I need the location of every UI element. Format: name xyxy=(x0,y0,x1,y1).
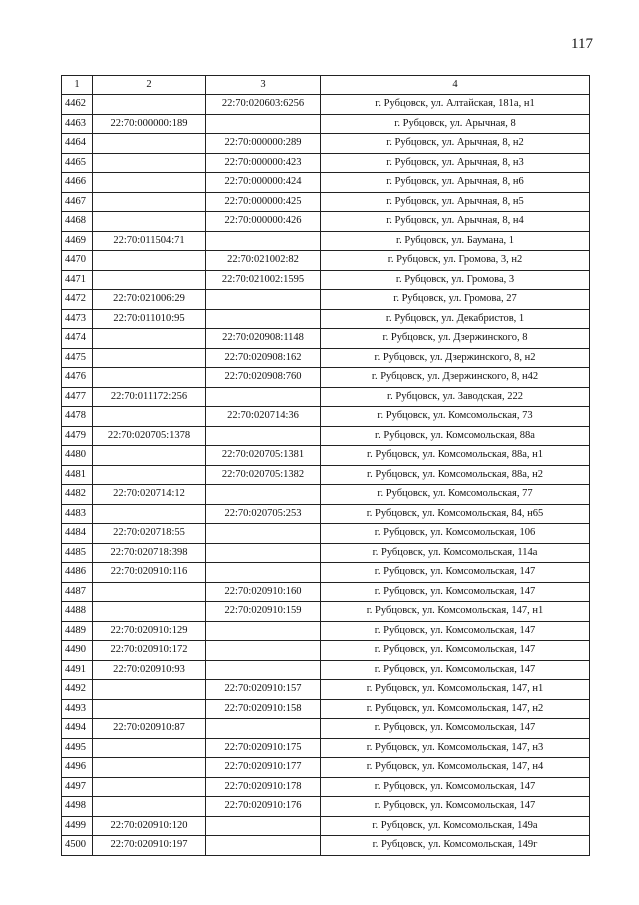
address-cell: г. Рубцовск, ул. Комсомольская, 88а xyxy=(321,426,590,446)
row-number-cell: 4496 xyxy=(62,758,93,778)
cadastral-number-object-cell: 22:70:021002:82 xyxy=(206,251,321,271)
cadastral-number-land-cell xyxy=(93,251,206,271)
cadastral-number-object-cell xyxy=(206,309,321,329)
row-number-cell: 4486 xyxy=(62,563,93,583)
cadastral-number-object-cell xyxy=(206,816,321,836)
cadastral-number-land-cell: 22:70:020910:172 xyxy=(93,641,206,661)
cadastral-number-object-cell xyxy=(206,426,321,446)
address-cell: г. Рубцовск, ул. Баумана, 1 xyxy=(321,231,590,251)
cadastral-number-land-cell xyxy=(93,212,206,232)
row-number-cell: 4493 xyxy=(62,699,93,719)
address-cell: г. Рубцовск, ул. Комсомольская, 73 xyxy=(321,407,590,427)
cadastral-number-land-cell: 22:70:020910:120 xyxy=(93,816,206,836)
table-row xyxy=(62,290,590,310)
table-row xyxy=(62,368,590,388)
address-cell: г. Рубцовск, ул. Громова, 27 xyxy=(321,290,590,310)
cadastral-number-land-cell xyxy=(93,465,206,485)
cadastral-number-object-cell xyxy=(206,660,321,680)
address-cell: г. Рубцовск, ул. Комсомольская, 149а xyxy=(321,816,590,836)
table-row xyxy=(62,582,590,602)
cadastral-number-object-cell xyxy=(206,621,321,641)
cadastral-number-object-cell xyxy=(206,719,321,739)
table-row xyxy=(62,134,590,154)
table-row xyxy=(62,95,590,115)
address-cell: г. Рубцовск, ул. Арычная, 8, н3 xyxy=(321,153,590,173)
row-number-cell: 4500 xyxy=(62,836,93,856)
cadastral-number-object-cell xyxy=(206,290,321,310)
cadastral-number-land-cell: 22:70:020718:55 xyxy=(93,524,206,544)
row-number-cell: 4481 xyxy=(62,465,93,485)
address-cell: г. Рубцовск, ул. Комсомольская, 114а xyxy=(321,543,590,563)
address-cell: г. Рубцовск, ул. Комсомольская, 149г xyxy=(321,836,590,856)
table-row xyxy=(62,504,590,524)
cadastral-number-land-cell xyxy=(93,446,206,466)
header-col-1: 1 xyxy=(62,76,93,95)
address-cell: г. Рубцовск, ул. Комсомольская, 147 xyxy=(321,641,590,661)
address-cell: г. Рубцовск, ул. Декабристов, 1 xyxy=(321,309,590,329)
cadastral-number-object-cell: 22:70:000000:289 xyxy=(206,134,321,154)
table-row xyxy=(62,777,590,797)
cadastral-number-land-cell xyxy=(93,680,206,700)
table-row xyxy=(62,602,590,622)
table-row xyxy=(62,212,590,232)
address-cell: г. Рубцовск, ул. Комсомольская, 147 xyxy=(321,660,590,680)
cadastral-number-land-cell: 22:70:020910:129 xyxy=(93,621,206,641)
cadastral-number-land-cell xyxy=(93,192,206,212)
cadastral-number-land-cell xyxy=(93,329,206,349)
cadastral-number-object-cell: 22:70:020910:158 xyxy=(206,699,321,719)
row-number-cell: 4499 xyxy=(62,816,93,836)
address-cell: г. Рубцовск, ул. Громова, 3 xyxy=(321,270,590,290)
address-cell: г. Рубцовск, ул. Комсомольская, 147, н1 xyxy=(321,602,590,622)
cadastral-number-land-cell xyxy=(93,134,206,154)
row-number-cell: 4469 xyxy=(62,231,93,251)
row-number-cell: 4480 xyxy=(62,446,93,466)
cadastral-number-object-cell: 22:70:000000:425 xyxy=(206,192,321,212)
row-number-cell: 4466 xyxy=(62,173,93,193)
cadastral-number-land-cell xyxy=(93,797,206,817)
cadastral-number-object-cell: 22:70:020705:1382 xyxy=(206,465,321,485)
cadastral-number-object-cell: 22:70:020908:162 xyxy=(206,348,321,368)
table-row xyxy=(62,563,590,583)
table-row xyxy=(62,465,590,485)
cadastral-number-object-cell: 22:70:020910:175 xyxy=(206,738,321,758)
address-cell: г. Рубцовск, ул. Комсомольская, 88а, н2 xyxy=(321,465,590,485)
table-row xyxy=(62,251,590,271)
table-row xyxy=(62,758,590,778)
cadastral-number-land-cell: 22:70:011172:256 xyxy=(93,387,206,407)
table-row xyxy=(62,485,590,505)
cadastral-number-object-cell: 22:70:020910:177 xyxy=(206,758,321,778)
cadastral-number-object-cell: 22:70:020910:178 xyxy=(206,777,321,797)
row-number-cell: 4490 xyxy=(62,641,93,661)
row-number-cell: 4492 xyxy=(62,680,93,700)
cadastral-number-land-cell xyxy=(93,699,206,719)
row-number-cell: 4477 xyxy=(62,387,93,407)
row-number-cell: 4498 xyxy=(62,797,93,817)
address-cell: г. Рубцовск, ул. Комсомольская, 147 xyxy=(321,719,590,739)
cadastral-number-object-cell: 22:70:020908:1148 xyxy=(206,329,321,349)
table-row xyxy=(62,680,590,700)
cadastral-number-land-cell: 22:70:020910:116 xyxy=(93,563,206,583)
cadastral-number-land-cell: 22:70:011010:95 xyxy=(93,309,206,329)
table-row xyxy=(62,836,590,856)
row-number-cell: 4482 xyxy=(62,485,93,505)
address-cell: г. Рубцовск, ул. Комсомольская, 106 xyxy=(321,524,590,544)
table-row xyxy=(62,270,590,290)
address-cell: г. Рубцовск, ул. Дзержинского, 8 xyxy=(321,329,590,349)
row-number-cell: 4475 xyxy=(62,348,93,368)
cadastral-number-object-cell: 22:70:020714:36 xyxy=(206,407,321,427)
row-number-cell: 4473 xyxy=(62,309,93,329)
address-cell: г. Рубцовск, ул. Арычная, 8, н4 xyxy=(321,212,590,232)
cadastral-number-land-cell xyxy=(93,504,206,524)
cadastral-number-land-cell: 22:70:000000:189 xyxy=(93,114,206,134)
cadastral-number-land-cell: 22:70:021006:29 xyxy=(93,290,206,310)
header-col-4: 4 xyxy=(321,76,590,95)
cadastral-number-object-cell: 22:70:000000:426 xyxy=(206,212,321,232)
row-number-cell: 4476 xyxy=(62,368,93,388)
cadastral-number-land-cell: 22:70:020910:197 xyxy=(93,836,206,856)
cadastral-number-object-cell xyxy=(206,114,321,134)
row-number-cell: 4468 xyxy=(62,212,93,232)
table-row xyxy=(62,348,590,368)
address-cell: г. Рубцовск, ул. Комсомольская, 88а, н1 xyxy=(321,446,590,466)
cadastral-number-object-cell xyxy=(206,231,321,251)
table-row xyxy=(62,621,590,641)
address-cell: г. Рубцовск, ул. Арычная, 8, н2 xyxy=(321,134,590,154)
row-number-cell: 4462 xyxy=(62,95,93,115)
address-cell: г. Рубцовск, ул. Арычная, 8, н5 xyxy=(321,192,590,212)
address-cell: г. Рубцовск, ул. Комсомольская, 77 xyxy=(321,485,590,505)
address-cell: г. Рубцовск, ул. Комсомольская, 147, н1 xyxy=(321,680,590,700)
row-number-cell: 4488 xyxy=(62,602,93,622)
cadastral-number-land-cell xyxy=(93,173,206,193)
cadastral-number-object-cell: 22:70:020908:760 xyxy=(206,368,321,388)
table-row xyxy=(62,524,590,544)
cadastral-number-land-cell xyxy=(93,368,206,388)
table-row xyxy=(62,426,590,446)
address-cell: г. Рубцовск, ул. Комсомольская, 147 xyxy=(321,777,590,797)
cadastral-number-land-cell xyxy=(93,582,206,602)
cadastral-number-land-cell xyxy=(93,270,206,290)
table-row xyxy=(62,699,590,719)
header-col-2: 2 xyxy=(93,76,206,95)
cadastral-number-object-cell: 22:70:020910:157 xyxy=(206,680,321,700)
cadastral-number-land-cell: 22:70:020714:12 xyxy=(93,485,206,505)
cadastral-number-object-cell: 22:70:021002:1595 xyxy=(206,270,321,290)
cadastral-number-land-cell: 22:70:011504:71 xyxy=(93,231,206,251)
cadastral-number-land-cell xyxy=(93,738,206,758)
cadastral-number-object-cell xyxy=(206,387,321,407)
row-number-cell: 4494 xyxy=(62,719,93,739)
cadastral-number-object-cell: 22:70:020910:159 xyxy=(206,602,321,622)
table-row xyxy=(62,446,590,466)
address-cell: г. Рубцовск, ул. Комсомольская, 147 xyxy=(321,797,590,817)
table-row xyxy=(62,407,590,427)
cadastral-number-object-cell xyxy=(206,543,321,563)
address-cell: г. Рубцовск, ул. Комсомольская, 147, н2 xyxy=(321,699,590,719)
table-row xyxy=(62,543,590,563)
address-cell: г. Рубцовск, ул. Алтайская, 181а, н1 xyxy=(321,95,590,115)
address-cell: г. Рубцовск, ул. Комсомольская, 147 xyxy=(321,621,590,641)
table-row xyxy=(62,173,590,193)
address-cell: г. Рубцовск, ул. Комсомольская, 84, н65 xyxy=(321,504,590,524)
cadastral-number-land-cell xyxy=(93,407,206,427)
cadastral-number-object-cell: 22:70:020910:176 xyxy=(206,797,321,817)
row-number-cell: 4478 xyxy=(62,407,93,427)
address-cell: г. Рубцовск, ул. Громова, 3, н2 xyxy=(321,251,590,271)
table-row xyxy=(62,231,590,251)
cadastral-number-object-cell xyxy=(206,563,321,583)
row-number-cell: 4485 xyxy=(62,543,93,563)
table-row xyxy=(62,641,590,661)
cadastral-number-land-cell: 22:70:020705:1378 xyxy=(93,426,206,446)
row-number-cell: 4479 xyxy=(62,426,93,446)
table-row xyxy=(62,329,590,349)
header-row xyxy=(62,76,590,95)
cadastral-number-object-cell: 22:70:000000:423 xyxy=(206,153,321,173)
row-number-cell: 4470 xyxy=(62,251,93,271)
cadastral-number-land-cell: 22:70:020910:87 xyxy=(93,719,206,739)
table-row xyxy=(62,816,590,836)
address-cell: г. Рубцовск, ул. Комсомольская, 147 xyxy=(321,582,590,602)
cadastral-number-land-cell xyxy=(93,602,206,622)
table-row xyxy=(62,719,590,739)
row-number-cell: 4465 xyxy=(62,153,93,173)
address-cell: г. Рубцовск, ул. Комсомольская, 147 xyxy=(321,563,590,583)
row-number-cell: 4483 xyxy=(62,504,93,524)
table-header xyxy=(62,76,590,95)
cadastral-number-land-cell xyxy=(93,153,206,173)
cadastral-number-object-cell: 22:70:020603:6256 xyxy=(206,95,321,115)
cadastral-number-land-cell: 22:70:020718:398 xyxy=(93,543,206,563)
cadastral-number-object-cell: 22:70:020910:160 xyxy=(206,582,321,602)
cadastral-number-land-cell xyxy=(93,758,206,778)
cadastral-number-object-cell: 22:70:020705:1381 xyxy=(206,446,321,466)
row-number-cell: 4464 xyxy=(62,134,93,154)
table-row xyxy=(62,797,590,817)
table-body xyxy=(62,95,590,856)
cadastral-number-object-cell xyxy=(206,524,321,544)
cadastral-number-object-cell xyxy=(206,641,321,661)
table-row xyxy=(62,387,590,407)
row-number-cell: 4471 xyxy=(62,270,93,290)
table-row xyxy=(62,309,590,329)
table-row xyxy=(62,153,590,173)
cadastral-number-land-cell xyxy=(93,348,206,368)
row-number-cell: 4489 xyxy=(62,621,93,641)
table-row xyxy=(62,738,590,758)
row-number-cell: 4495 xyxy=(62,738,93,758)
registry-table xyxy=(61,75,590,856)
cadastral-number-object-cell: 22:70:000000:424 xyxy=(206,173,321,193)
cadastral-number-land-cell xyxy=(93,777,206,797)
header-col-3: 3 xyxy=(206,76,321,95)
address-cell: г. Рубцовск, ул. Заводская, 222 xyxy=(321,387,590,407)
row-number-cell: 4491 xyxy=(62,660,93,680)
row-number-cell: 4474 xyxy=(62,329,93,349)
cadastral-number-object-cell xyxy=(206,836,321,856)
row-number-cell: 4472 xyxy=(62,290,93,310)
address-cell: г. Рубцовск, ул. Дзержинского, 8, н2 xyxy=(321,348,590,368)
address-cell: г. Рубцовск, ул. Арычная, 8, н6 xyxy=(321,173,590,193)
table-row xyxy=(62,114,590,134)
row-number-cell: 4497 xyxy=(62,777,93,797)
row-number-cell: 4484 xyxy=(62,524,93,544)
address-cell: г. Рубцовск, ул. Дзержинского, 8, н42 xyxy=(321,368,590,388)
page-number: 117 xyxy=(571,36,593,52)
cadastral-number-object-cell: 22:70:020705:253 xyxy=(206,504,321,524)
address-cell: г. Рубцовск, ул. Комсомольская, 147, н4 xyxy=(321,758,590,778)
cadastral-number-land-cell: 22:70:020910:93 xyxy=(93,660,206,680)
cadastral-number-object-cell xyxy=(206,485,321,505)
row-number-cell: 4487 xyxy=(62,582,93,602)
address-cell: г. Рубцовск, ул. Арычная, 8 xyxy=(321,114,590,134)
address-cell: г. Рубцовск, ул. Комсомольская, 147, н3 xyxy=(321,738,590,758)
table-row xyxy=(62,660,590,680)
cadastral-number-land-cell xyxy=(93,95,206,115)
table-row xyxy=(62,192,590,212)
row-number-cell: 4463 xyxy=(62,114,93,134)
row-number-cell: 4467 xyxy=(62,192,93,212)
